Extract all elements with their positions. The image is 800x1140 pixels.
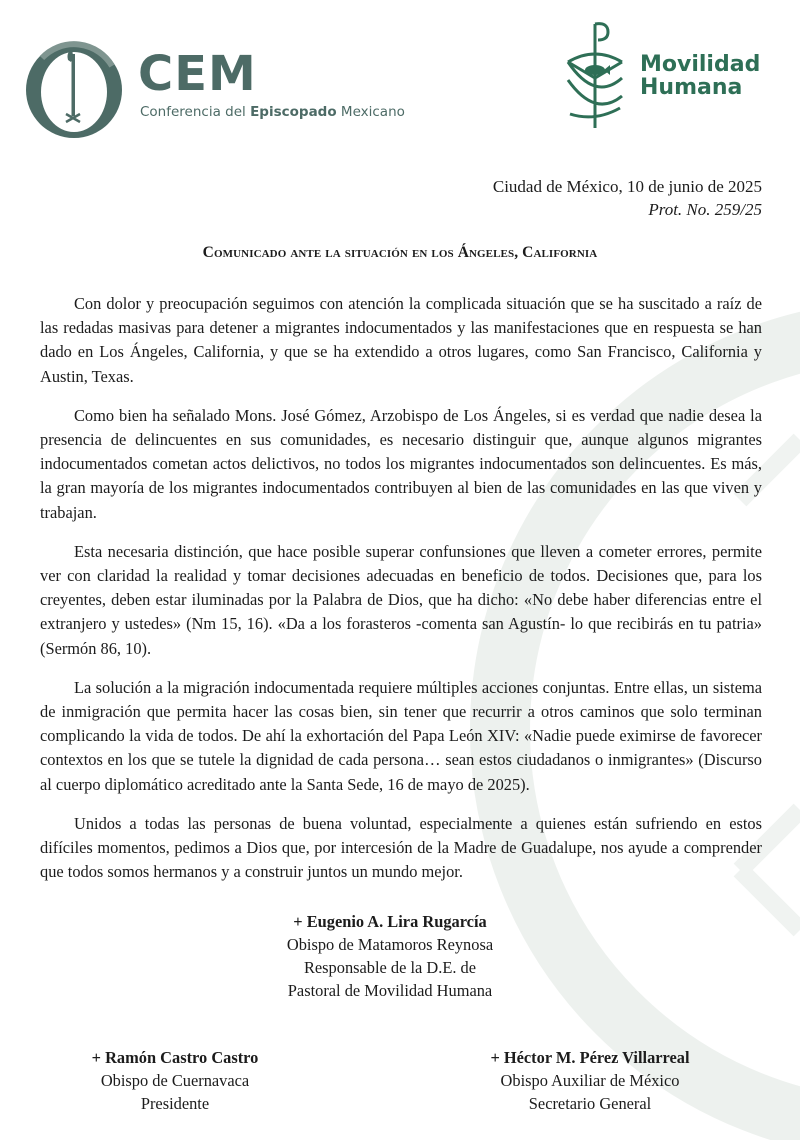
signatory-name: + Ramón Castro Castro — [91, 1048, 259, 1067]
dateline — [493, 175, 762, 221]
place-date: Ciudad de México, 10 de junio de 2025 — [492, 177, 762, 196]
paragraph-1: Con dolor y preocupación seguimos con atención la complicada situación que se ha suscitado a raíz de las redadas masivas para detener a migrantes indocumentados y las manifestaciones que en respuesta se han dado en Los Ángeles, California, y que se ha extendido a otros lugares, como San Francisco, California y Austin, Texas. — [40, 294, 762, 386]
paragraph-3: Esta necesaria distinción, que hace posible superar confunsiones que lleven a cometer errores, permite ver con claridad la realidad y tomar decisiones adecuadas en beneficio de todos. Decisiones que, para los creyentes, deben estar iluminadas por la Palabra de Dios, que ha dicho: «No debe haber diferencias entre el extranjero y ustedes» (Nm 15, 16). «Da a los forasteros -comenta san Agustín- lo que recibirás en tu patria» (Sermón 86, 10). — [40, 541, 762, 658]
signatory-title: Pastoral de Movilidad Humana — [287, 981, 493, 1000]
signature-secretary — [445, 1046, 735, 1115]
paragraph-5: Unidos a todas las personas de buena voluntad, especialmente a quienes están sufriendo en estos difíciles momentos, pedimos a Dios que, por intercesión de la Madre de Guadalupe, nos ayude a comprender que todos somos hermanos y a construir juntos un mundo mejor. — [40, 813, 762, 882]
signature-main — [200, 910, 580, 1002]
paragraph-4: La solución a la migración indocumentada requiere múltiples acciones conjuntas. Entre ellas, un sistema de inmigración que permita hacer las cosas bien, sin tener que recurrir a otros caminos que solo terminan complicando la vida de todos. De ahí la exhortación del Papa León XIV: «Nadie puede eximirse de favorecer contextos en los que se tutele la dignidad de cada persona… sean estos ciudadanos o inmigrantes» (Discurso al cuerpo diplomático acreditado ante la Santa Sede, 16 de mayo de 2025). — [40, 677, 762, 794]
paragraph-2: Como bien ha señalado Mons. José Gómez, Arzobispo de Los Ángeles, si es verdad que nadie desea la presencia de delincuentes en sus comunidades, es necesario distinguir que, aunque algunos migrantes indocumentados cometan actos delictivos, no todos los migrantes indocumentados son delincuentes. Es más, la gran mayoría de los migrantes indocumentados contribuyen al bien de las comunidades en las que viven y trabajan. — [40, 405, 762, 522]
movilidad-humana-logo-icon — [560, 18, 630, 130]
humana-line: Humana — [640, 74, 743, 100]
protocol-number: Prot. No. 259/25 — [648, 200, 762, 219]
movilidad-humana-wordmark — [640, 54, 760, 100]
signature-president — [40, 1046, 310, 1115]
signatory-title: Obispo Auxiliar de México — [500, 1071, 680, 1090]
signatory-title: Presidente — [140, 1094, 210, 1113]
signatory-title: Secretario General — [528, 1094, 652, 1113]
signatory-title: Responsable de la D.E. de — [303, 958, 477, 977]
document-title: Comunicado ante la situación en los Ángeles, California — [202, 244, 598, 261]
cem-subtitle: Conferencia del Episcopado Mexicano — [140, 104, 405, 120]
document-body — [40, 292, 762, 899]
signatory-name: + Eugenio A. Lira Rugarcía — [293, 912, 487, 931]
signatory-title: Obispo de Matamoros Reynosa — [286, 935, 494, 954]
cem-logo-icon — [22, 36, 132, 144]
cem-wordmark: CEM — [138, 46, 257, 102]
signatory-name: + Héctor M. Pérez Villarreal — [490, 1048, 690, 1067]
signatory-title: Obispo de Cuernavaca — [100, 1071, 250, 1090]
movilidad-line: Movilidad — [640, 52, 761, 77]
